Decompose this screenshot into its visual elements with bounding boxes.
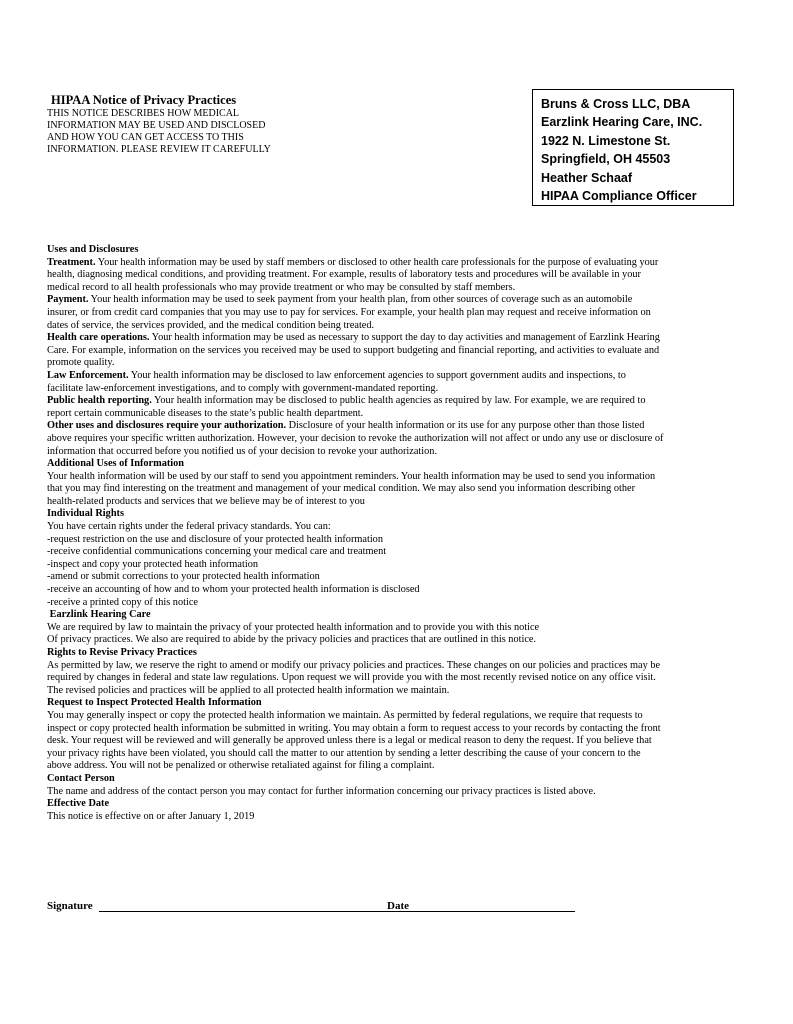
public-health-text: report certain communicable diseases to the state’s public health department. [47, 407, 364, 419]
revise-practices-text: The revised policies and practices will be applied to all protected health information we maintain. [47, 684, 450, 696]
notice-body [47, 244, 747, 823]
operations-text: Your health information may be used as necessary to support the day to day activities and management of Earzlink Hearing [149, 332, 660, 344]
signature-label: Signature [47, 900, 93, 912]
document-subtitle: THIS NOTICE DESCRIBES HOW MEDICAL INFORMATION MAY BE USED AND DISCLOSED AND HOW YOU CAN GET ACCESS TO THIS INFORMATION. PLEASE REVIEW IT CAREFULLY [47, 108, 271, 155]
public-health-label: Public health reporting. [47, 395, 152, 407]
payment-label: Payment. [47, 294, 89, 306]
treatment-text: Your health information may be used by staff members or disclosed to other health care professionals for the purpose of evaluating your [95, 256, 659, 268]
individual-rights-intro: You have certain rights under the federal privacy standards. You can: [47, 521, 331, 533]
treatment-label: Treatment. [47, 256, 96, 268]
earzlink-text: We are required by law to maintain the privacy of your protected health information and to provide you with this notice [47, 621, 540, 633]
other-uses-text: above requires your specific written authorization. However, your decision to revoke the authorization will not affect or undo any use or disclosure of [47, 432, 664, 444]
operations-label: Health care operations. [47, 332, 150, 344]
additional-uses-text: that you may find interesting on the treatment and management of your medical condition. We may also send you information describing other [47, 483, 636, 495]
law-enforcement-label: Law Enforcement. [47, 369, 129, 381]
operations-paragraph [47, 332, 747, 370]
date-label: Date [387, 900, 409, 912]
effective-date-text: This notice is effective on or after January 1, 2019 [47, 810, 255, 822]
revise-practices-heading: Rights to Revise Privacy Practices [47, 647, 197, 658]
notice-header [47, 93, 297, 156]
inspect-request-text: above address. You will not be penalized or otherwise retaliated against for filing a complaint. [47, 760, 435, 772]
address-line-city: Springfield, OH 45503 [541, 152, 671, 167]
effective-date-heading: Effective Date [47, 798, 110, 810]
revise-practices-text: required by changes in federal and state law regulations. Upon request we will provide you with the most recently revised notice on any office visit. [47, 672, 656, 684]
public-health-paragraph [47, 395, 747, 420]
revise-practices-text: As permitted by law, we reserve the right to amend or modify our privacy policies and practices. These changes on our policies and practices may be [47, 659, 661, 671]
other-uses-text: Disclosure of your health information or its use for any purpose other than those listed [286, 420, 645, 432]
additional-uses-text: Your health information will be used by our staff to send you appointment reminders. Your health information may be used to send you information [47, 470, 656, 482]
law-enforcement-paragraph [47, 370, 747, 395]
treatment-text: medical record to all health professionals who may provide treatment or who may be consulted by staff members. [47, 281, 516, 293]
contact-person-heading: Contact Person [47, 772, 115, 784]
rights-list-item: -receive confidential communications concerning your medical care and treatment [47, 546, 387, 558]
inspect-request-text: You may generally inspect or copy the protected health information we maintain. As permitted by federal regulations, we require that requests to [47, 709, 643, 721]
other-uses-paragraph [47, 420, 747, 458]
payment-text: insurer, or from credit card companies that you may use to pay for services. For example, your health plan may request and receive information on [47, 306, 651, 318]
rights-list-item: -receive an accounting of how and to whom your protected health information is disclosed [47, 584, 420, 596]
inspect-request-text: inspect or copy protected health information be submitted in writing. You may obtain a form to request access to your records by contacting the front [47, 722, 661, 734]
treatment-text: health, diagnosing medical conditions, and providing treatment. For example, results of laboratory tests and procedures will be available in your [47, 269, 641, 281]
additional-uses-heading: Additional Uses of Information [47, 458, 185, 470]
payment-paragraph [47, 294, 747, 332]
date-line[interactable] [412, 911, 575, 912]
individual-rights-heading: Individual Rights [47, 508, 124, 520]
other-uses-label: Other uses and disclosures require your authorization. [47, 420, 287, 432]
inspect-request-text: your privacy rights have been violated, you should call the matter to our attention by sending a letter describing the cause of your concern to the [47, 747, 641, 759]
public-health-text: Your health information may be disclosed to public health agencies as required by law. For example, we are required to [151, 395, 646, 407]
inspect-request-text: desk. Your request will be reviewed and will generally be approved unless there is a legal or medical reason to deny the request. If you believe that [47, 735, 652, 747]
inspect-request-heading: Request to Inspect Protected Health Information [47, 697, 262, 709]
rights-list-item: -inspect and copy your protected heath information [47, 558, 259, 570]
address-line-street: 1922 N. Limestone St. [541, 133, 671, 148]
additional-uses-text: health-related products and services that we believe may be of interest to you [47, 495, 365, 507]
contact-person-text: The name and address of the contact person you may contact for further information concerning our privacy practices is listed above. [47, 785, 596, 797]
uses-heading: Uses and Disclosures [47, 244, 139, 255]
law-enforcement-text: Your health information may be disclosed to law enforcement agencies to support government audits and inspections, to [128, 369, 626, 381]
rights-list-item: -amend or submit corrections to your protected health information [47, 571, 320, 583]
contact-address-box [532, 89, 734, 206]
law-enforcement-text: facilitate law-enforcement investigations, and to comply with government-mandated reporting. [47, 382, 439, 394]
address-line-dba: Earzlink Hearing Care, INC. [541, 115, 703, 130]
address-line-contact-name: Heather Schaaf [541, 170, 633, 185]
rights-list-item: -request restriction on the use and disclosure of your protected health information [47, 533, 383, 545]
payment-text: dates of service, the services provided, and the medical condition being treated. [47, 319, 375, 331]
payment-text: Your health information may be used to seek payment from your health plan, from other sources of coverage such as an automobile [88, 294, 633, 306]
document-title: HIPAA Notice of Privacy Practices [51, 93, 237, 107]
address-line-company: Bruns & Cross LLC, DBA [541, 97, 691, 111]
operations-text: Care. For example, information on the services you received may be used to support budgeting and financial reporting, and activities to evaluate and [47, 344, 660, 356]
signature-line[interactable] [99, 911, 425, 912]
operations-text: promote quality. [47, 357, 115, 369]
address-line-contact-title: HIPAA Compliance Officer [541, 189, 697, 204]
earzlink-heading: Earzlink Hearing Care [47, 609, 151, 621]
earzlink-text: Of privacy practices. We also are required to abide by the privacy policies and practices that are outlined in this notice. [47, 634, 537, 646]
treatment-paragraph [47, 257, 747, 295]
rights-list-item: -receive a printed copy of this notice [47, 596, 198, 608]
other-uses-text: information that occurred before you notified us of your decision to revoke your authorization. [47, 445, 438, 457]
